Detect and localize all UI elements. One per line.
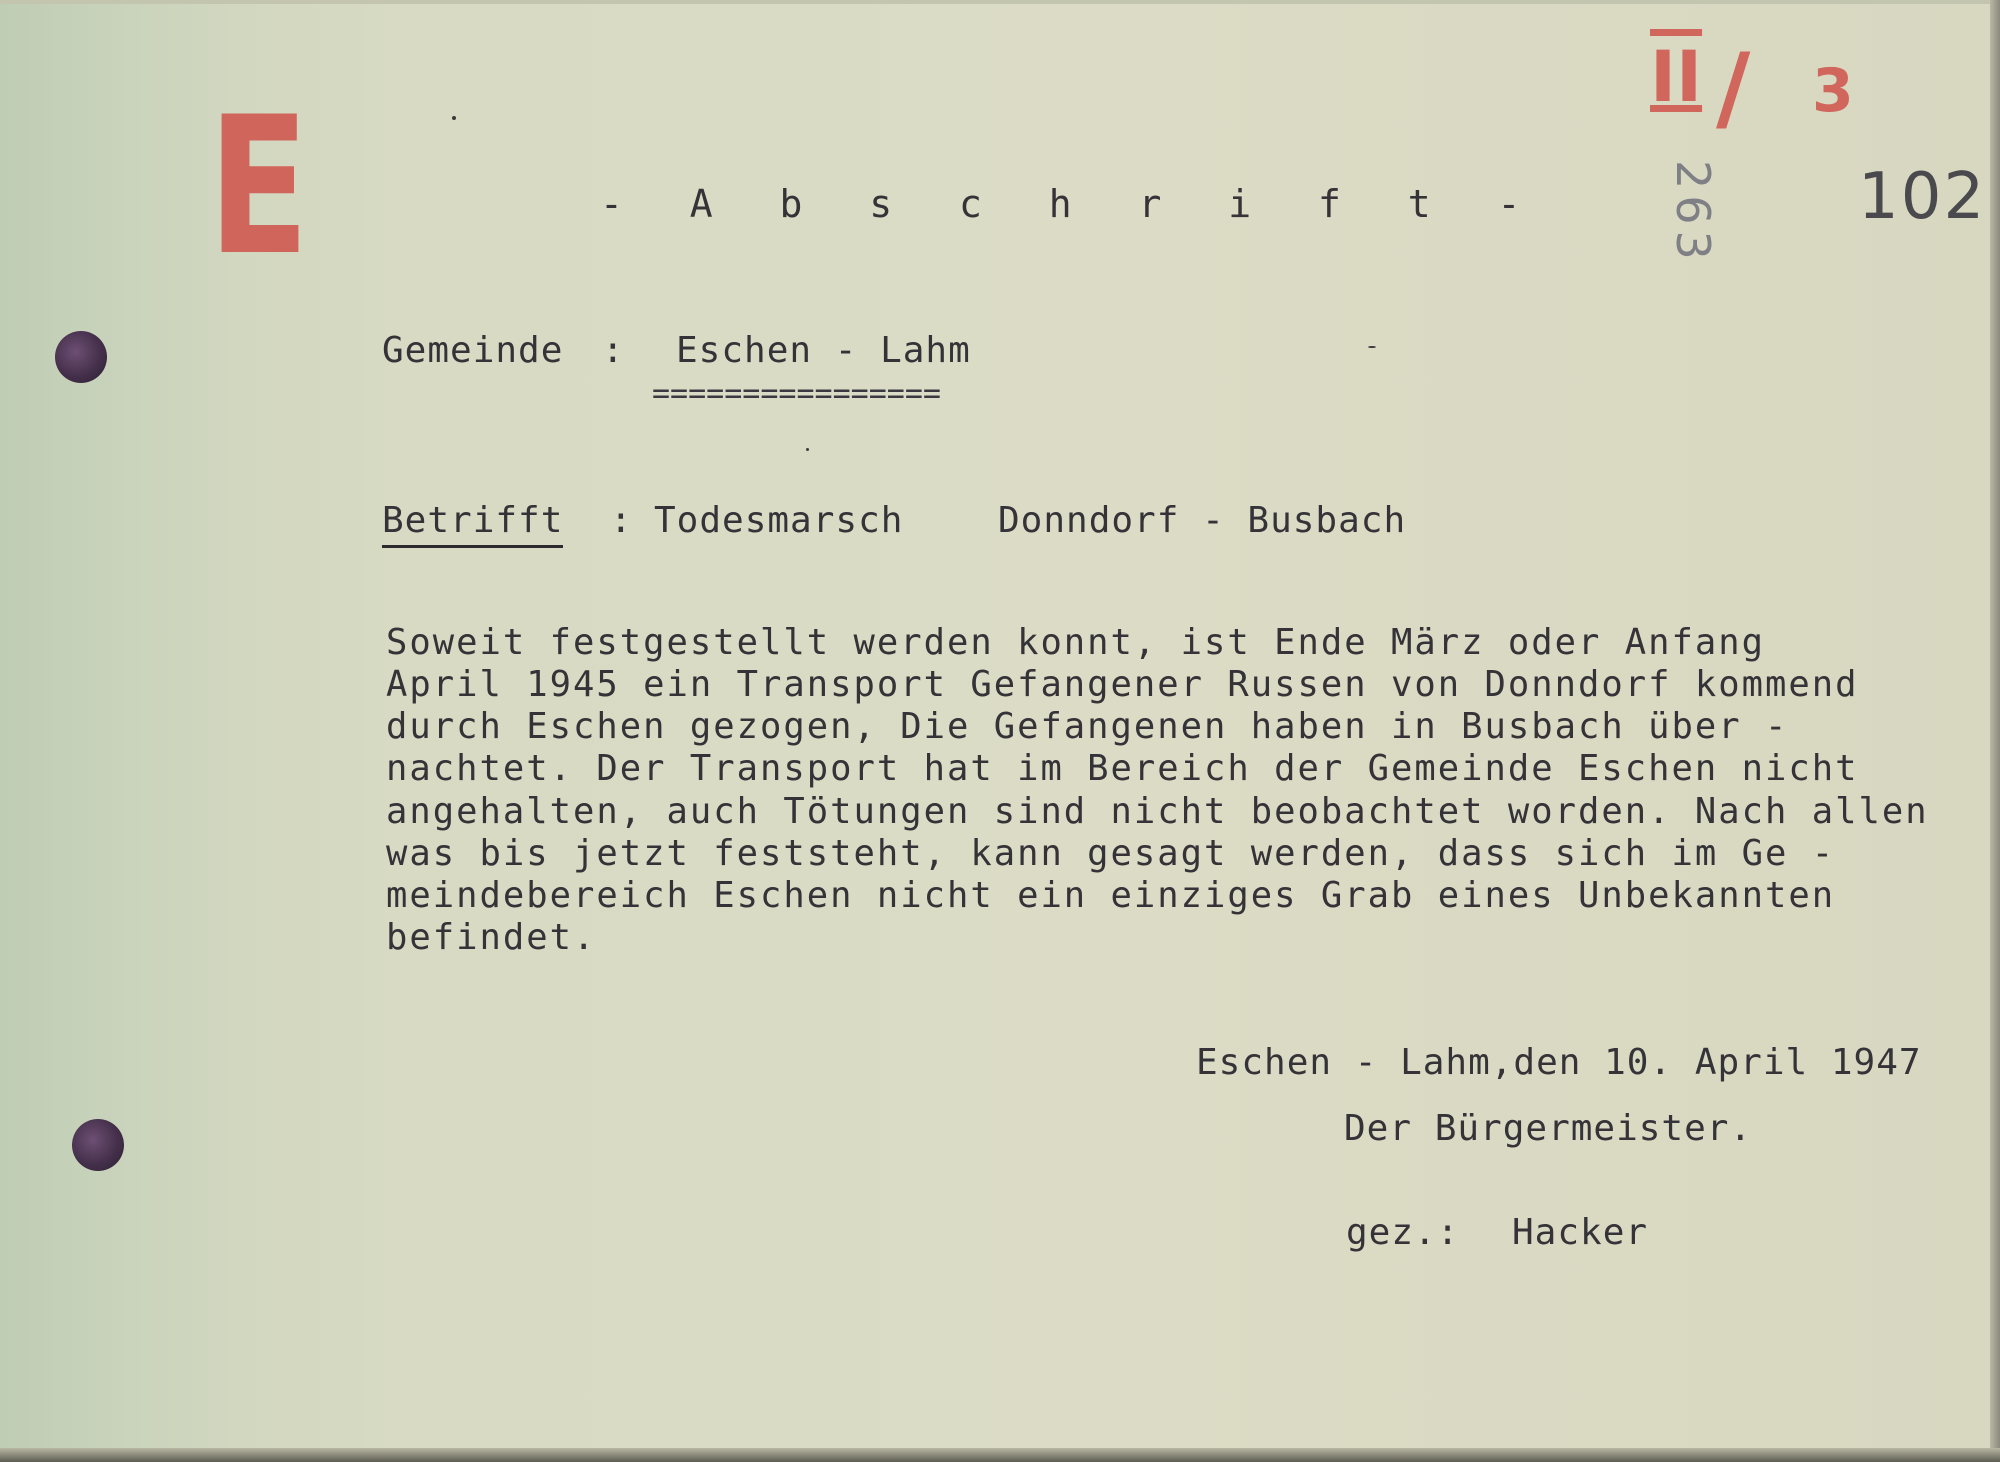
- archive-mark-number: 3: [1812, 56, 1854, 126]
- betrifft-route: Donndorf - Busbach: [998, 500, 1407, 541]
- document-title: - A b s c h r i f t -: [600, 182, 1543, 226]
- letter-mark-e: E: [208, 76, 310, 297]
- body-line: Soweit festgestellt werden konnt, ist Ende März oder Anfang: [386, 622, 1765, 663]
- page-number: 102: [1858, 160, 1987, 234]
- paper-bottom-edge: [0, 1448, 2000, 1462]
- body-line: was bis jetzt feststeht, kann gesagt werden, dass sich im Ge -: [386, 833, 1836, 874]
- office-title: Der Bürgermeister.: [1344, 1108, 1753, 1149]
- betrifft-value: Todesmarsch: [654, 500, 904, 541]
- gemeinde-colon: :: [602, 330, 625, 371]
- betrifft-colon: :: [610, 500, 633, 541]
- ink-speck: [452, 116, 456, 120]
- paper-right-edge: [1990, 0, 2000, 1462]
- body-line: nachtet. Der Transport hat im Bereich der Gemeinde Eschen nicht: [386, 748, 1859, 789]
- punch-hole-bottom: [72, 1119, 124, 1171]
- pencil-number: 263: [1666, 160, 1720, 266]
- body-line: April 1945 ein Transport Gefangener Russen von Donndorf kommend: [386, 664, 1859, 705]
- ink-speck: [1368, 346, 1376, 348]
- place-and-date: Eschen - Lahm,den 10. April 1947: [1196, 1042, 1922, 1083]
- body-line: befindet.: [386, 917, 597, 958]
- body-line: durch Eschen gezogen, Die Gefangenen haben in Busbach über -: [386, 706, 1789, 747]
- betrifft-label: Betrifft: [382, 500, 563, 548]
- gemeinde-value: Eschen - Lahm: [676, 330, 971, 371]
- signature-label: gez.:: [1346, 1212, 1460, 1253]
- gemeinde-label: Gemeinde: [382, 330, 564, 371]
- punch-hole-top: [55, 331, 107, 383]
- ink-speck: [806, 448, 809, 451]
- signature-name: Hacker: [1512, 1212, 1649, 1253]
- body-line: angehalten, auch Tötungen sind nicht beobachtet worden. Nach allen: [386, 791, 1929, 832]
- paper-top-edge: [0, 0, 2000, 4]
- body-line: meindebereich Eschen nicht ein einziges Grab eines Unbekannten: [386, 875, 1836, 916]
- archive-mark-separator: /: [1716, 34, 1751, 143]
- archive-mark-roman: II: [1650, 36, 1703, 118]
- gemeinde-double-rule: ================: [652, 376, 941, 411]
